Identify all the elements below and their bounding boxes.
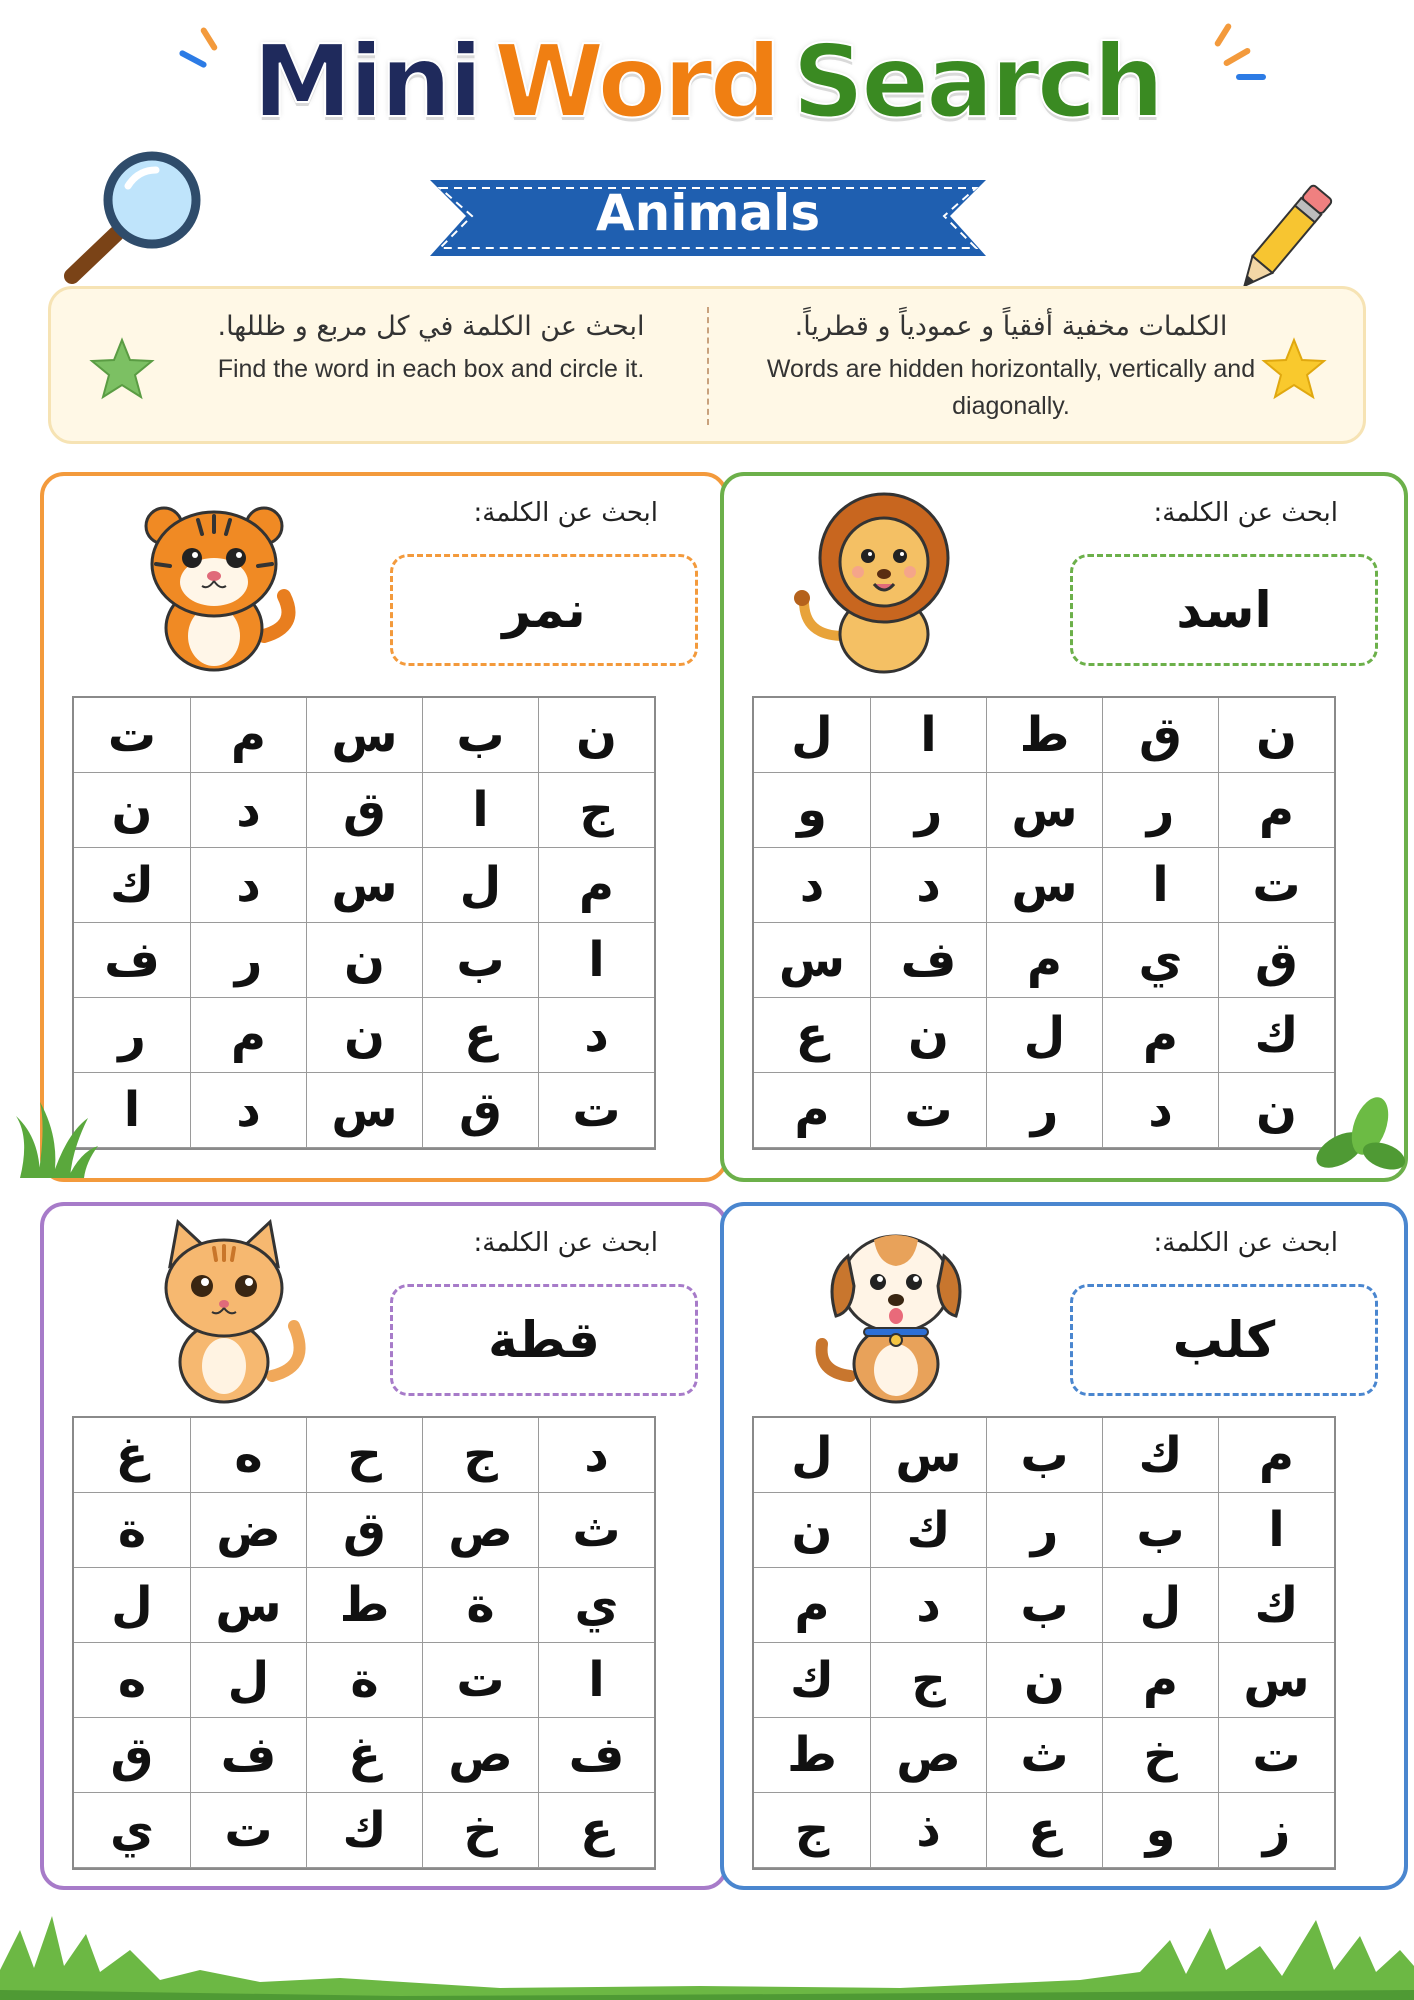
grid-cell[interactable]: ت bbox=[1218, 848, 1334, 923]
grid-cell[interactable]: ب bbox=[422, 698, 538, 773]
grid-cell[interactable]: ض bbox=[190, 1493, 306, 1568]
grid-cell[interactable]: د bbox=[754, 848, 870, 923]
grid-cell[interactable]: ر bbox=[986, 1073, 1102, 1148]
grid-cell[interactable]: ل bbox=[754, 1418, 870, 1493]
instruction-left-english: Find the word in each box and circle it. bbox=[217, 355, 645, 383]
grid-cell[interactable]: ب bbox=[1102, 1493, 1218, 1568]
grid-cell[interactable]: م bbox=[1102, 998, 1218, 1073]
grid-cell[interactable]: ن bbox=[1218, 1073, 1334, 1148]
title-burst-decoration bbox=[1236, 74, 1266, 80]
grid-cell[interactable]: د bbox=[870, 848, 986, 923]
grid-cell[interactable]: ن bbox=[306, 923, 422, 998]
grid-cell[interactable]: م bbox=[754, 1073, 870, 1148]
grid-cell[interactable]: خ bbox=[422, 1793, 538, 1868]
grid-cell[interactable]: د bbox=[190, 1073, 306, 1148]
grid-cell[interactable]: ط bbox=[754, 1718, 870, 1793]
title-word: Word bbox=[493, 23, 779, 140]
grid-cell[interactable]: س bbox=[1218, 1643, 1334, 1718]
grid-cell[interactable]: ج bbox=[422, 1418, 538, 1493]
grid-cell[interactable]: ة bbox=[74, 1493, 190, 1568]
grid-cell[interactable]: خ bbox=[1102, 1718, 1218, 1793]
grid-cell[interactable]: س bbox=[306, 1073, 422, 1148]
grid-cell[interactable]: ا bbox=[74, 1073, 190, 1148]
grid-cell[interactable]: م bbox=[1218, 1418, 1334, 1493]
grid-cell[interactable]: ع bbox=[986, 1793, 1102, 1868]
grid-cell[interactable]: ه bbox=[190, 1418, 306, 1493]
grid-cell[interactable]: م bbox=[986, 923, 1102, 998]
grid-cell[interactable]: ع bbox=[422, 998, 538, 1073]
grid-cell[interactable]: د bbox=[538, 1418, 654, 1493]
grid-cell[interactable]: ا bbox=[1102, 848, 1218, 923]
grid-cell[interactable]: ع bbox=[538, 1793, 654, 1868]
grid-cell[interactable]: ك bbox=[1102, 1418, 1218, 1493]
grid-cell[interactable]: م bbox=[190, 998, 306, 1073]
grid-cell[interactable]: ج bbox=[538, 773, 654, 848]
grid-cell[interactable]: ي bbox=[74, 1793, 190, 1868]
grid-cell[interactable]: س bbox=[306, 698, 422, 773]
grid-cell[interactable]: ن bbox=[754, 1493, 870, 1568]
grid-cell[interactable]: غ bbox=[74, 1418, 190, 1493]
grid-cell[interactable]: و bbox=[754, 773, 870, 848]
grid-cell[interactable]: ت bbox=[74, 698, 190, 773]
grid-cell[interactable]: ص bbox=[870, 1718, 986, 1793]
puzzle-panel-cat bbox=[40, 1202, 728, 1890]
grid-cell[interactable]: ف bbox=[538, 1718, 654, 1793]
grid-cell[interactable]: ك bbox=[870, 1493, 986, 1568]
puzzle-panel-dog bbox=[720, 1202, 1408, 1890]
grid-cell[interactable]: ن bbox=[74, 773, 190, 848]
find-word-label: ابحث عن الكلمة: bbox=[1153, 1228, 1338, 1258]
grid-cell[interactable]: ق bbox=[1218, 923, 1334, 998]
puzzle-panel-tiger bbox=[40, 472, 728, 1182]
grid-cell[interactable]: ف bbox=[74, 923, 190, 998]
grid-cell[interactable]: ك bbox=[1218, 998, 1334, 1073]
instructions-divider bbox=[707, 307, 709, 425]
find-word-label: ابحث عن الكلمة: bbox=[1153, 498, 1338, 528]
grid-cell[interactable]: ل bbox=[74, 1568, 190, 1643]
grid-cell[interactable]: ك bbox=[74, 848, 190, 923]
grid-cell[interactable]: ل bbox=[986, 998, 1102, 1073]
grid-cell[interactable]: ر bbox=[190, 923, 306, 998]
grid-cell[interactable]: ك bbox=[1218, 1568, 1334, 1643]
title-search: Search bbox=[792, 23, 1162, 140]
tiger-icon bbox=[124, 486, 304, 676]
find-word-label: ابحث عن الكلمة: bbox=[473, 1228, 658, 1258]
puzzle-panel-lion bbox=[720, 472, 1408, 1182]
instruction-right-arabic: الكلمات مخفية أفقياً و عمودياً و قطرياً. bbox=[794, 311, 1228, 342]
grid-cell[interactable]: ه bbox=[74, 1643, 190, 1718]
grid-cell[interactable]: ث bbox=[986, 1718, 1102, 1793]
grid-cell[interactable]: م bbox=[538, 848, 654, 923]
grid-cell[interactable]: ق bbox=[306, 773, 422, 848]
grid-cell[interactable]: ف bbox=[870, 923, 986, 998]
grid-cell[interactable]: ا bbox=[538, 923, 654, 998]
grid-cell[interactable]: ن bbox=[986, 1643, 1102, 1718]
grid-cell[interactable]: ا bbox=[538, 1643, 654, 1718]
target-word-box: قطة bbox=[390, 1284, 698, 1396]
grid-cell[interactable]: ط bbox=[986, 698, 1102, 773]
find-word-label: ابحث عن الكلمة: bbox=[473, 498, 658, 528]
grid-cell[interactable]: ي bbox=[1102, 923, 1218, 998]
grid-cell[interactable]: ق bbox=[74, 1718, 190, 1793]
grid-cell[interactable]: د bbox=[190, 773, 306, 848]
grid-cell[interactable]: س bbox=[986, 773, 1102, 848]
grid-cell[interactable]: م bbox=[1218, 773, 1334, 848]
grid-cell[interactable]: ل bbox=[190, 1643, 306, 1718]
grid-cell[interactable]: ر bbox=[74, 998, 190, 1073]
leaf-plant-icon bbox=[1310, 1090, 1406, 1180]
yellow-star-icon bbox=[1261, 337, 1327, 401]
grid-cell[interactable]: د bbox=[190, 848, 306, 923]
grid-cell[interactable]: ص bbox=[422, 1718, 538, 1793]
letter-grid-cat bbox=[72, 1416, 656, 1870]
grid-cell[interactable]: م bbox=[1102, 1643, 1218, 1718]
grid-cell[interactable]: ل bbox=[422, 848, 538, 923]
letter-grid-tiger bbox=[72, 696, 656, 1150]
grid-cell[interactable]: غ bbox=[306, 1718, 422, 1793]
grid-cell[interactable]: ا bbox=[422, 773, 538, 848]
instruction-right bbox=[761, 307, 1261, 425]
grid-cell[interactable]: س bbox=[306, 848, 422, 923]
grid-cell[interactable]: ة bbox=[422, 1568, 538, 1643]
grid-cell[interactable]: ر bbox=[870, 773, 986, 848]
grid-cell[interactable]: ب bbox=[986, 1418, 1102, 1493]
grid-cell[interactable]: س bbox=[754, 923, 870, 998]
grid-cell[interactable]: ر bbox=[1102, 773, 1218, 848]
dog-icon bbox=[804, 1216, 984, 1406]
instruction-right-english: Words are hidden horizontally, vertically and diagonally. bbox=[766, 355, 1256, 420]
grid-cell[interactable]: ل bbox=[1102, 1568, 1218, 1643]
grid-cell[interactable]: ل bbox=[754, 698, 870, 773]
pencil-icon bbox=[1228, 180, 1338, 300]
grid-cell[interactable]: ب bbox=[986, 1568, 1102, 1643]
grid-cell[interactable]: ت bbox=[190, 1793, 306, 1868]
grid-cell[interactable]: ة bbox=[306, 1643, 422, 1718]
grid-cell[interactable]: س bbox=[986, 848, 1102, 923]
title-mini: Mini bbox=[252, 23, 480, 140]
grid-cell[interactable]: ص bbox=[422, 1493, 538, 1568]
grid-cell[interactable]: ن bbox=[1218, 698, 1334, 773]
grid-cell[interactable]: د bbox=[538, 998, 654, 1073]
target-word-box: نمر bbox=[390, 554, 698, 666]
grid-cell[interactable]: ق bbox=[1102, 698, 1218, 773]
grid-cell[interactable]: ك bbox=[754, 1643, 870, 1718]
grid-cell[interactable]: ي bbox=[538, 1568, 654, 1643]
grid-cell[interactable]: ق bbox=[422, 1073, 538, 1148]
grid-cell[interactable]: ت bbox=[422, 1643, 538, 1718]
grid-cell[interactable]: ج bbox=[754, 1793, 870, 1868]
grid-cell[interactable]: س bbox=[870, 1418, 986, 1493]
grid-cell[interactable]: د bbox=[1102, 1073, 1218, 1148]
grid-cell[interactable]: ق bbox=[306, 1493, 422, 1568]
grid-cell[interactable]: ر bbox=[986, 1493, 1102, 1568]
grid-cell[interactable]: و bbox=[1102, 1793, 1218, 1868]
grid-cell[interactable]: ط bbox=[306, 1568, 422, 1643]
grid-cell[interactable]: ن bbox=[538, 698, 654, 773]
grid-cell[interactable]: ث bbox=[538, 1493, 654, 1568]
subtitle: Animals bbox=[595, 184, 821, 242]
grid-cell[interactable]: ع bbox=[754, 998, 870, 1073]
grass-ground-decoration bbox=[0, 1910, 1414, 2000]
grid-cell[interactable]: ف bbox=[190, 1718, 306, 1793]
grid-cell[interactable]: ك bbox=[306, 1793, 422, 1868]
grid-cell[interactable]: ج bbox=[870, 1643, 986, 1718]
grid-cell[interactable]: م bbox=[190, 698, 306, 773]
letter-grid-lion bbox=[752, 696, 1336, 1150]
grass-icon bbox=[10, 1098, 100, 1178]
target-word-box: اسد bbox=[1070, 554, 1378, 666]
grid-cell[interactable]: ت bbox=[538, 1073, 654, 1148]
instruction-left-arabic: ابحث عن الكلمة في كل مربع و ظللها. bbox=[217, 311, 645, 342]
magnifying-glass-icon bbox=[58, 150, 208, 285]
grid-cell[interactable]: ز bbox=[1218, 1793, 1334, 1868]
grid-cell[interactable]: ن bbox=[870, 998, 986, 1073]
grid-cell[interactable]: س bbox=[190, 1568, 306, 1643]
grid-cell[interactable]: ت bbox=[1218, 1718, 1334, 1793]
instructions-box bbox=[48, 286, 1366, 444]
grid-cell[interactable]: ح bbox=[306, 1418, 422, 1493]
grid-cell[interactable]: ت bbox=[870, 1073, 986, 1148]
cat-icon bbox=[134, 1216, 314, 1406]
green-star-icon bbox=[89, 337, 155, 401]
grid-cell[interactable]: ب bbox=[422, 923, 538, 998]
grid-cell[interactable]: ا bbox=[870, 698, 986, 773]
grid-cell[interactable]: ا bbox=[1218, 1493, 1334, 1568]
target-word-box: كلب bbox=[1070, 1284, 1378, 1396]
letter-grid-dog bbox=[752, 1416, 1336, 1870]
grid-cell[interactable]: ذ bbox=[870, 1793, 986, 1868]
lion-icon bbox=[784, 486, 964, 676]
grid-cell[interactable]: ن bbox=[306, 998, 422, 1073]
instruction-left bbox=[181, 307, 681, 388]
grid-cell[interactable]: م bbox=[754, 1568, 870, 1643]
grid-cell[interactable]: د bbox=[870, 1568, 986, 1643]
